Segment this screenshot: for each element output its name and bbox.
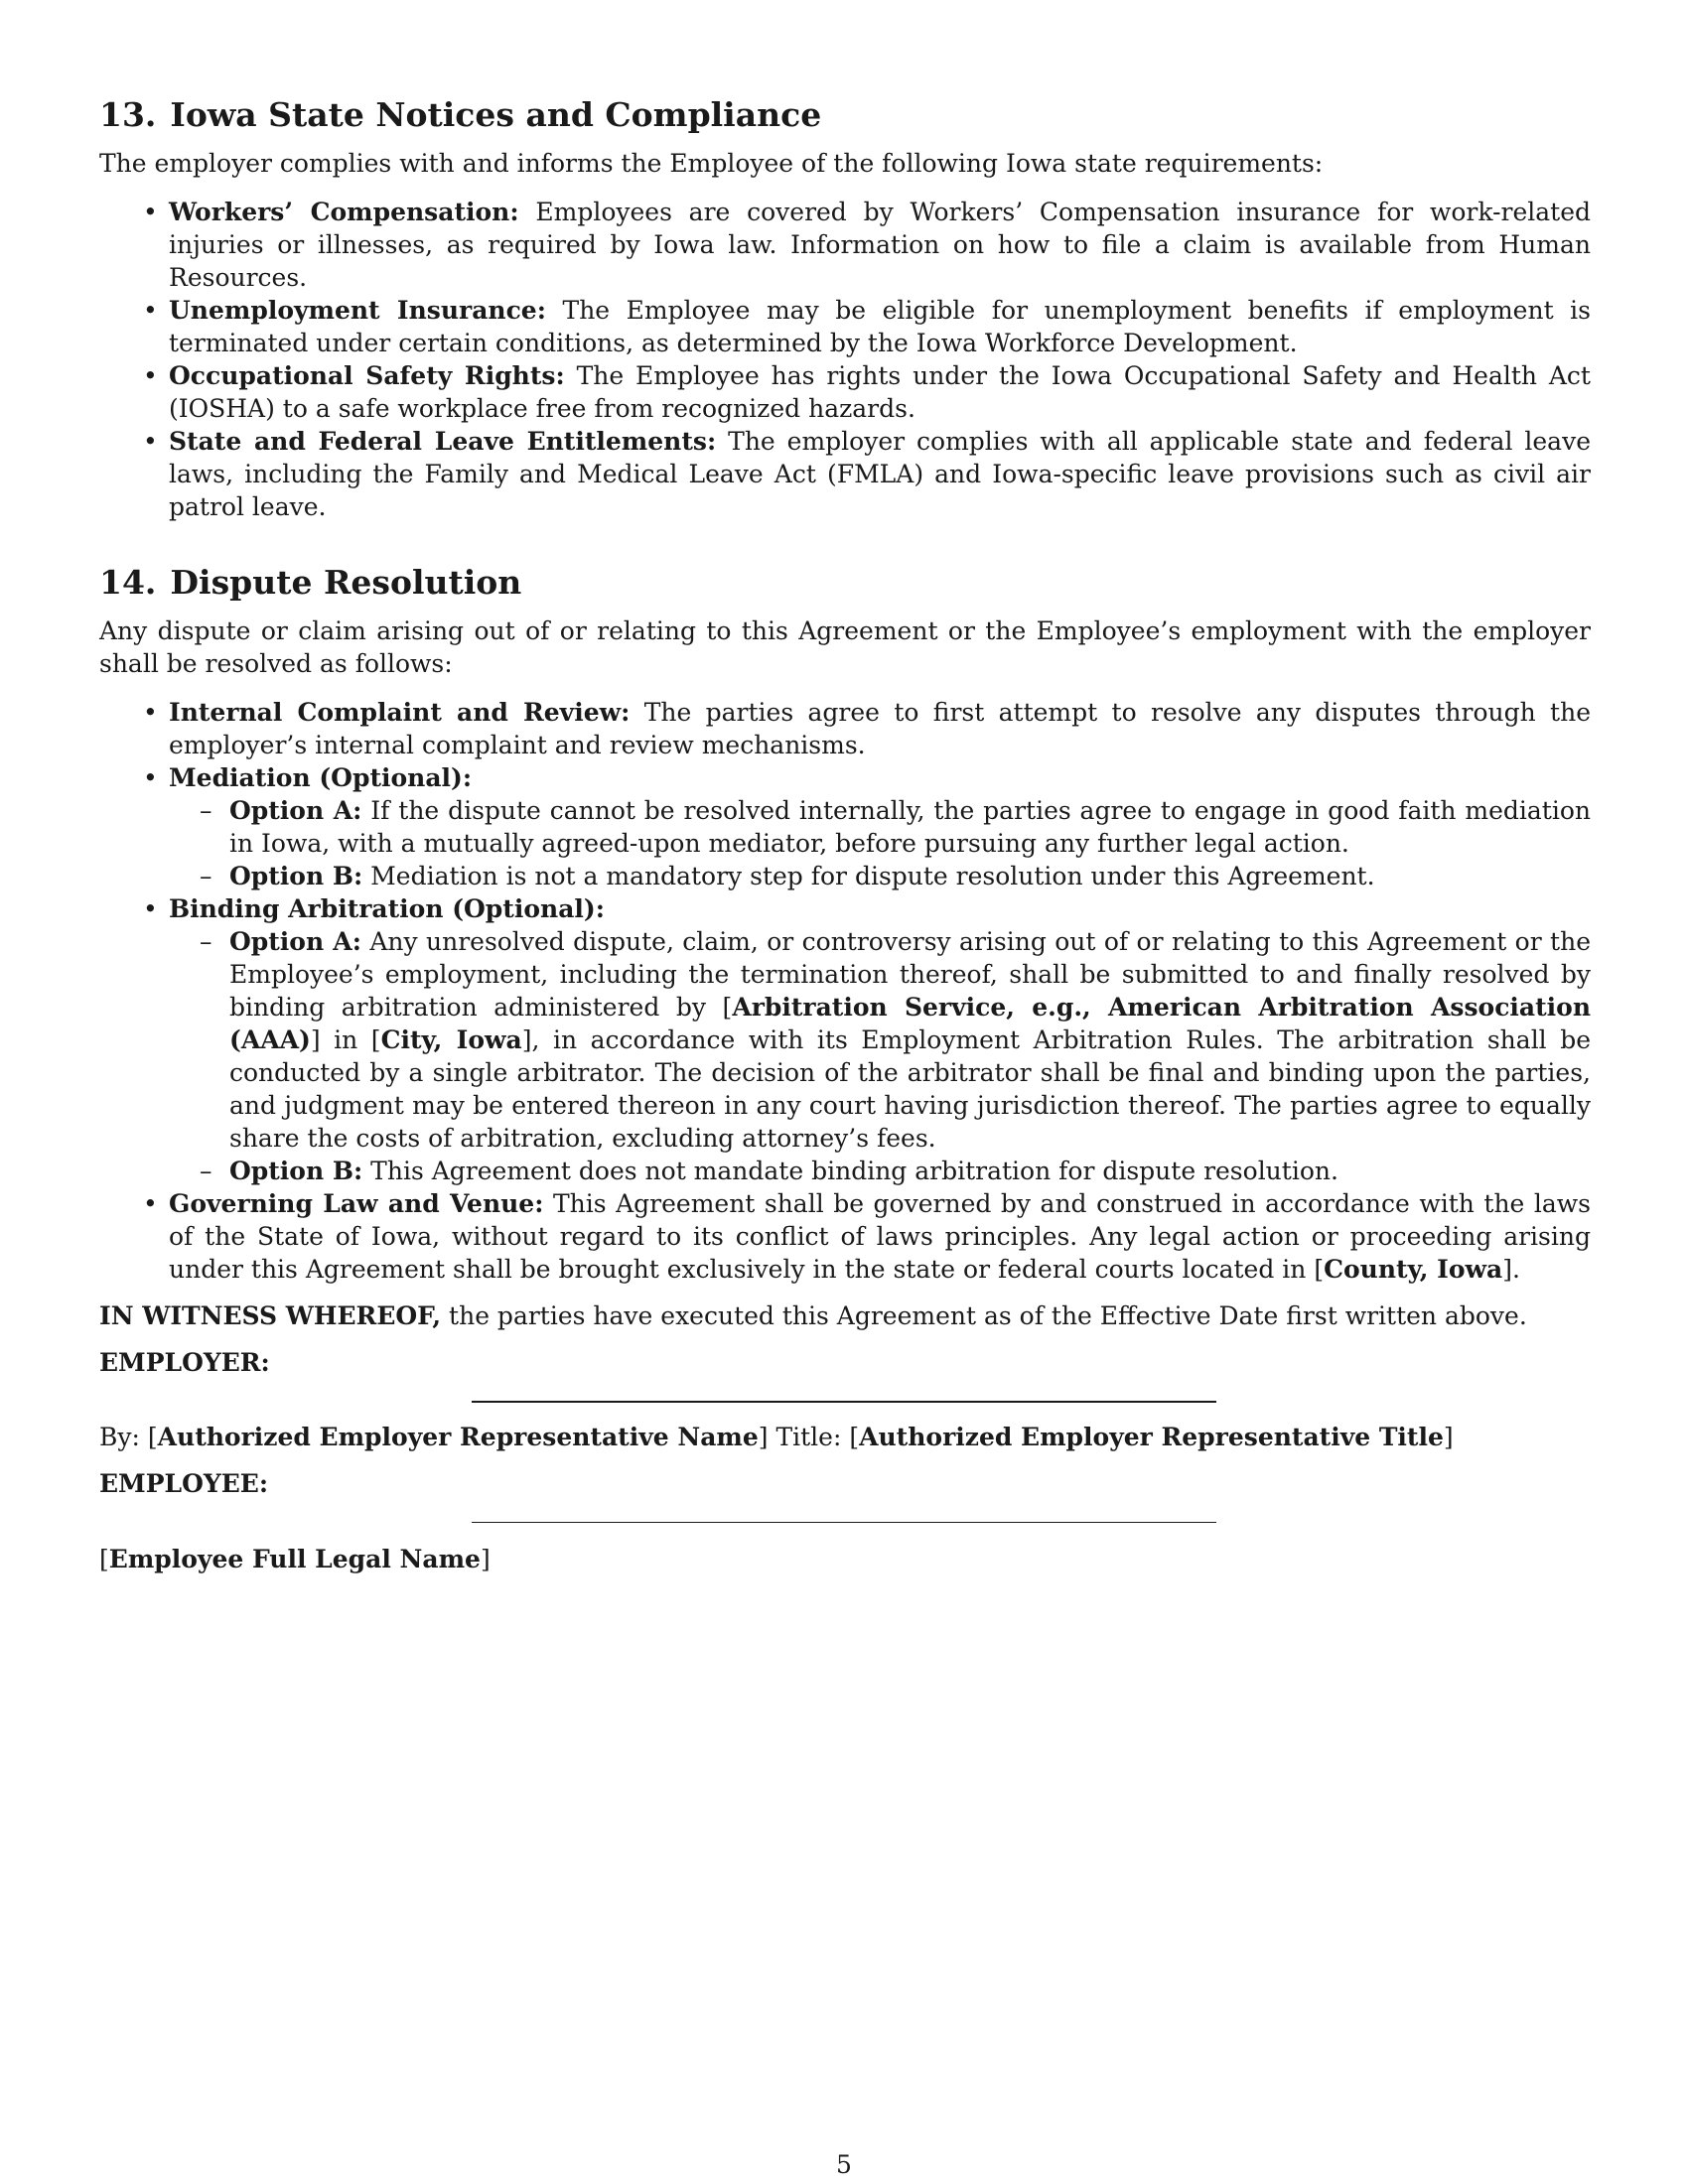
item-text-end: . bbox=[1511, 1255, 1520, 1284]
option-label: Option B: bbox=[229, 1157, 363, 1185]
list-item-workers-compensation bbox=[169, 196, 1591, 294]
section-13-title: Iowa State Notices and Compliance bbox=[170, 95, 822, 134]
arbitration-option-b bbox=[229, 1155, 1591, 1187]
section-14-title: Dispute Resolution bbox=[170, 563, 522, 602]
iowa-requirements-list bbox=[99, 196, 1591, 523]
placeholder-county: County, Iowa bbox=[1324, 1255, 1503, 1284]
mediation-options bbox=[169, 794, 1591, 892]
placeholder-employer-rep-name: Authorized Employer Representative Name bbox=[157, 1423, 759, 1451]
employer-label-text: EMPLOYER: bbox=[99, 1348, 270, 1377]
employee-label-text: EMPLOYEE: bbox=[99, 1469, 269, 1498]
section-14 bbox=[99, 563, 1591, 1286]
employee-label bbox=[99, 1467, 1591, 1500]
list-item-governing-law: • Governing Law and Venue: This Agreement shall be governed by and construed in accordance with the laws of the State of Iowa, without regard to its conflict of laws principles. Any legal action or proceeding arising under this Agreement shall be brought exclusively in the state or federal courts located in [County, Iowa]. bbox=[169, 1187, 1591, 1286]
witness-text: the parties have executed this Agreement as of the Effective Date first written above. bbox=[449, 1301, 1527, 1330]
option-text: If the dispute cannot be resolved internally, the parties agree to engage in good faith mediation in Iowa, with a mutually agreed-upon mediator, before pursuing any further legal action. bbox=[229, 796, 1591, 858]
item-text: The employer complies with all applicable state and federal leave laws, including the Family and Medical Leave Act (FMLA) and Iowa-specific leave provisions such as civil air patrol leave. bbox=[169, 427, 1591, 521]
item-label: Mediation (Optional): bbox=[169, 763, 473, 792]
item-label: Occupational Safety Rights: bbox=[169, 361, 565, 390]
employer-signature-line bbox=[472, 1401, 1216, 1403]
option-label: Option A: bbox=[229, 927, 361, 956]
item-label: Unemployment Insurance: bbox=[169, 296, 546, 325]
employer-label bbox=[99, 1346, 1591, 1379]
item-text: The parties agree to first attempt to resolve any disputes through the employer’s internal complaint and review mechanisms. bbox=[169, 698, 1591, 759]
list-item-arbitration bbox=[169, 892, 1591, 1187]
item-text: The Employee has rights under the Iowa Occupational Safety and Health Act (IOSHA) to a safe workplace free from recognized hazards. bbox=[169, 361, 1591, 423]
option-label: Option A: bbox=[229, 796, 362, 825]
option-label: Option B: bbox=[229, 862, 363, 890]
item-label: Workers’ Compensation: bbox=[169, 198, 519, 226]
option-text: , in accordance with its Employment Arbitration Rules. The arbitration shall be conducted by a single arbitrator. The decision of the arbitrator shall be final and binding upon the parties, and judgment may be entered thereon in any court having jurisdiction thereof. The parties agree to equally share the costs of arbitration, excluding attorney’s fees. bbox=[229, 1025, 1592, 1153]
section-14-number: 14. bbox=[99, 563, 157, 602]
arbitration-option-a: – Option A: Any unresolved dispute, claim, or controversy arising out of or relating to this Agreement or the Employee’s employment, including the termination thereof, shall be submitted to and finally resolved by binding arbitration administered by [Arbitration Service, e.g., American Arbitration Association (AAA)] in [City, Iowa], in accordance with its Employment Arbitration Rules. The arbitration shall be conducted by a single arbitrator. The decision of the arbitrator shall be final and binding upon the parties, and judgment may be entered thereon in any court having jurisdiction thereof. The parties agree to equally share the costs of arbitration, excluding attorney’s fees. bbox=[229, 925, 1591, 1155]
item-text: This Agreement shall be governed by and construed in accordance with the laws of the State of Iowa, without regard to its conflict of laws principles. Any legal action or proceeding arising under this Agreement shall be brought exclusively in the state or federal courts located in bbox=[169, 1189, 1591, 1284]
list-item-occupational-safety bbox=[169, 359, 1591, 425]
placeholder-arbitration-service: Arbitration Service, e.g., American Arbitration Association (AAA) bbox=[229, 993, 1592, 1054]
placeholder-city: City, Iowa bbox=[380, 1025, 522, 1054]
arbitration-options bbox=[169, 925, 1591, 1187]
item-text: The Employee may be eligible for unemployment benefits if employment is terminated under certain conditions, as determined by the Iowa Workforce Development. bbox=[169, 296, 1592, 357]
list-item-unemployment-insurance bbox=[169, 294, 1591, 359]
item-text: Employees are covered by Workers’ Compensation insurance for work-related injuries or illnesses, as required by Iowa law. Information on how to file a claim is available from Human Resources. bbox=[169, 198, 1592, 292]
option-text: in bbox=[334, 1025, 358, 1054]
section-13-intro: The employer complies with and informs the Employee of the following Iowa state requirements: bbox=[99, 149, 1324, 178]
option-text: This Agreement does not mandate binding arbitration for dispute resolution. bbox=[370, 1157, 1338, 1185]
list-item-leave-entitlements bbox=[169, 425, 1591, 523]
section-14-intro: Any dispute or claim arising out of or relating to this Agreement or the Employee’s employment with the employer shall be resolved as follows: bbox=[99, 616, 1591, 678]
employee-signature-line bbox=[472, 1522, 1216, 1523]
document-page bbox=[99, 95, 1591, 1575]
page-number: 5 bbox=[836, 2150, 852, 2179]
mediation-option-a bbox=[229, 794, 1591, 860]
item-label: Internal Complaint and Review: bbox=[169, 698, 631, 727]
option-text: Any unresolved dispute, claim, or controversy arising out of or relating to this Agreement or the Employee’s employment, including the termination thereof, shall be submitted to and finally resolved by binding arbitration administered by bbox=[229, 927, 1591, 1022]
option-text: Mediation is not a mandatory step for dispute resolution under this Agreement. bbox=[370, 862, 1375, 890]
placeholder-employer-rep-title: Authorized Employer Representative Title bbox=[859, 1423, 1444, 1451]
dispute-resolution-list bbox=[99, 696, 1591, 1286]
witness-statement bbox=[99, 1299, 1591, 1332]
section-13 bbox=[99, 95, 1591, 523]
section-13-number: 13. bbox=[99, 95, 157, 134]
mediation-option-b bbox=[229, 860, 1591, 892]
item-label: State and Federal Leave Entitlements: bbox=[169, 427, 717, 456]
employer-by-line: By: [Authorized Employer Representative Name] Title: [Authorized Employer Representative Title] bbox=[99, 1423, 1454, 1451]
list-item-mediation bbox=[169, 761, 1591, 892]
item-label: Governing Law and Venue: bbox=[169, 1189, 544, 1218]
title-text: Title: bbox=[775, 1423, 842, 1451]
list-item-internal-complaint bbox=[169, 696, 1591, 761]
item-label: Binding Arbitration (Optional): bbox=[169, 894, 605, 923]
employee-name-line: [Employee Full Legal Name] bbox=[99, 1545, 491, 1573]
placeholder-employee-name: Employee Full Legal Name bbox=[108, 1545, 481, 1573]
section-14-heading bbox=[99, 563, 1591, 603]
witness-lead: IN WITNESS WHEREOF, bbox=[99, 1301, 442, 1330]
section-13-heading bbox=[99, 95, 1591, 135]
by-text: By: bbox=[99, 1423, 140, 1451]
